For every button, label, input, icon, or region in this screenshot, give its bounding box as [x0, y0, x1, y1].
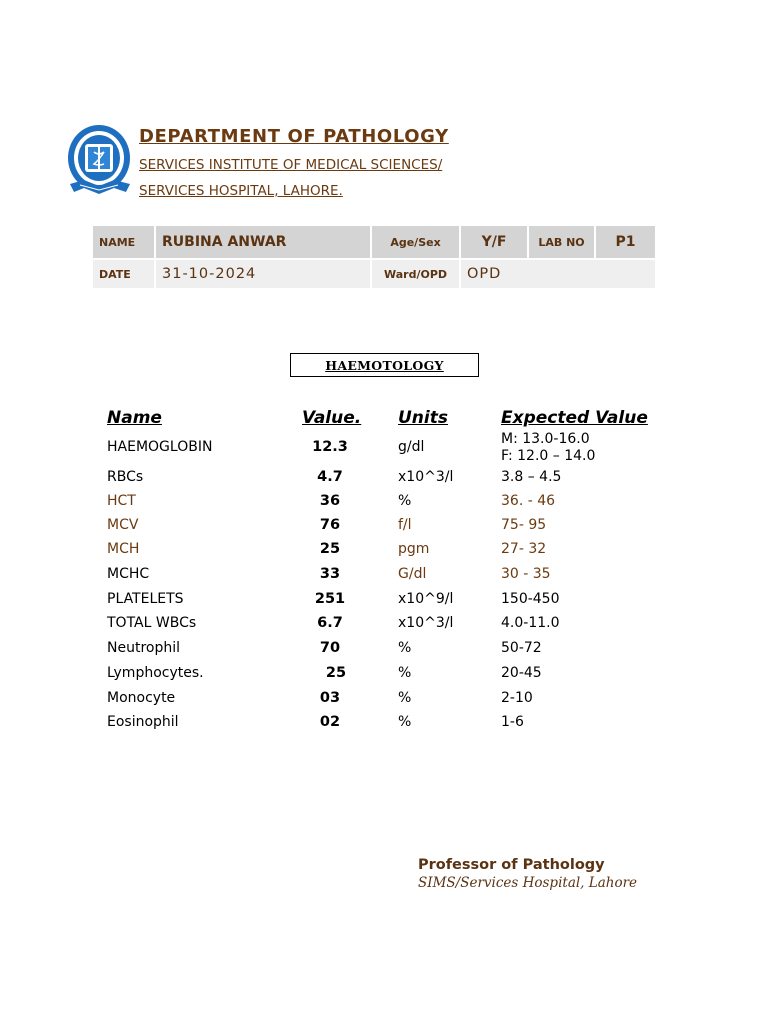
name-value-cell [156, 226, 370, 258]
report-date: 31-10-2024 [162, 266, 257, 282]
agesex-value-cell [461, 226, 527, 258]
test-unit: % [398, 493, 412, 509]
test-name: TOTAL WBCs [107, 615, 197, 631]
column-header-name: Name [107, 408, 162, 428]
test-expected: 3.8 – 4.5 [501, 469, 562, 485]
test-value: 251 [314, 591, 346, 607]
test-name: MCHC [107, 566, 150, 582]
result-row-eosinophil [0, 714, 768, 736]
result-row-neutrophil [0, 640, 768, 662]
test-name: RBCs [107, 469, 144, 485]
test-unit: % [398, 665, 412, 681]
column-header-value: Value. [302, 408, 362, 428]
test-expected: 20-45 [501, 665, 542, 681]
test-name: Lymphocytes. [107, 665, 204, 681]
test-expected: 1-6 [501, 714, 524, 730]
result-row-platelets [0, 591, 768, 613]
test-name: HCT [107, 493, 136, 509]
patient-name: RUBINA ANWAR [162, 234, 287, 250]
test-unit: x10^3/l [398, 469, 454, 485]
ward-value-cell [461, 260, 655, 288]
ward-value: OPD [467, 266, 502, 282]
test-expected: 50-72 [501, 640, 542, 656]
section-title: HAEMOTOLOGY [290, 353, 479, 377]
test-expected: 36. - 46 [501, 493, 556, 509]
test-value: 33 [319, 566, 341, 582]
test-value: 6.7 [317, 615, 343, 631]
test-name: Monocyte [107, 690, 176, 706]
test-value: 76 [319, 517, 341, 533]
institute-line-2: SERVICES HOSPITAL, LAHORE. [139, 183, 343, 199]
test-unit: % [398, 640, 412, 656]
institute-line-1: SERVICES INSTITUTE OF MEDICAL SCIENCES/ [139, 157, 443, 173]
test-name: HAEMOGLOBIN [107, 439, 213, 455]
result-row-total-wbcs [0, 615, 768, 637]
date-label: DATE [99, 267, 131, 281]
labno-value-cell [596, 226, 655, 258]
test-value: 70 [319, 640, 341, 656]
test-name: MCV [107, 517, 139, 533]
test-name: Eosinophil [107, 714, 179, 730]
test-expected: 27- 32 [501, 541, 547, 557]
ward-label: Ward/OPD [383, 267, 448, 281]
test-name: MCH [107, 541, 140, 557]
test-unit: g/dl [398, 439, 425, 455]
test-name: Neutrophil [107, 640, 181, 656]
test-value: 03 [319, 690, 341, 706]
test-unit: pgm [398, 541, 430, 557]
column-header-expected: Expected Value [501, 408, 648, 428]
test-expected: 75- 95 [501, 517, 547, 533]
result-row-mch [0, 541, 768, 563]
signature-title: Professor of Pathology [418, 857, 605, 873]
department-title: DEPARTMENT OF PATHOLOGY [139, 126, 449, 147]
test-value: 02 [319, 714, 341, 730]
test-expected-female: F: 12.0 – 14.0 [501, 448, 596, 464]
test-value: 12.3 [312, 439, 348, 455]
date-label-cell [93, 260, 154, 288]
result-row-haemoglobin [0, 431, 768, 464]
agesex-value: Y/F [481, 234, 507, 250]
result-row-monocyte [0, 690, 768, 712]
result-row-mchc [0, 566, 768, 588]
labno-label: LAB NO [538, 235, 585, 249]
result-row-lymphocytes [0, 665, 768, 687]
test-unit: % [398, 714, 412, 730]
labno-value: P1 [615, 234, 636, 250]
date-value-cell [156, 260, 370, 288]
labno-label-cell [529, 226, 594, 258]
test-expected: 150-450 [501, 591, 560, 607]
test-value: 25 [319, 541, 341, 557]
agesex-label-cell [372, 226, 459, 258]
test-expected: 2-10 [501, 690, 533, 706]
test-unit: f/l [398, 517, 412, 533]
institute-seal-icon [66, 122, 136, 200]
result-row-hct [0, 493, 768, 515]
column-header-units: Units [398, 408, 448, 428]
test-expected: 30 - 35 [501, 566, 551, 582]
agesex-label: Age/Sex [390, 235, 441, 249]
result-row-mcv [0, 517, 768, 539]
ward-label-cell [372, 260, 459, 288]
test-unit: G/dl [398, 566, 427, 582]
name-label-cell [93, 226, 154, 258]
test-expected-male: M: 13.0-16.0 [501, 431, 590, 447]
test-expected: 4.0-11.0 [501, 615, 560, 631]
test-value: 25 [325, 665, 347, 681]
test-unit: x10^9/l [398, 591, 454, 607]
test-unit: x10^3/l [398, 615, 454, 631]
result-row-rbcs [0, 469, 768, 491]
test-name: PLATELETS [107, 591, 184, 607]
test-value: 36 [319, 493, 341, 509]
signature-subtitle: SIMS/Services Hospital, Lahore [418, 875, 638, 891]
name-label: NAME [99, 235, 136, 249]
test-value: 4.7 [317, 469, 343, 485]
test-unit: % [398, 690, 412, 706]
